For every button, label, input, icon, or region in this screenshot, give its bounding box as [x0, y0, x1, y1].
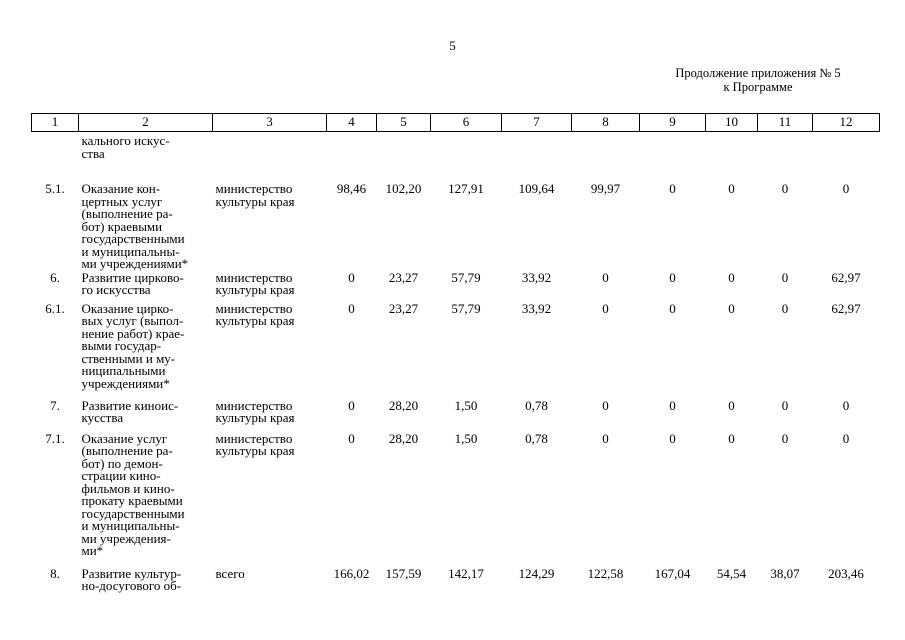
value-cell: 0,78: [525, 430, 548, 446]
value-cell: [572, 132, 640, 182]
executor-line: культуры края: [215, 410, 295, 425]
measure-name: [79, 181, 213, 271]
value-cell: 0: [781, 430, 789, 446]
continuation-note: [640, 66, 876, 94]
program-table: [31, 113, 880, 598]
measure-name-line: Развитие культур-: [81, 565, 182, 581]
value-cell: 23,27: [388, 269, 419, 285]
value-cell: 109,64: [518, 181, 555, 196]
table-row: [32, 132, 880, 182]
measure-name-line: Оказание кон-: [81, 181, 161, 196]
value-cell: 0: [348, 430, 355, 446]
value-cell: 0: [781, 397, 789, 413]
table-header-row: [32, 114, 880, 132]
measure-name: [79, 302, 213, 399]
row-number: 8.: [50, 565, 60, 581]
value-cell: 0: [602, 269, 609, 285]
executor-line: министерство: [215, 397, 293, 413]
measure-name-line: учреждениями*: [81, 375, 170, 391]
measure-name-line: (выполнение ра-: [81, 206, 173, 221]
value-cell: 54,54: [716, 565, 747, 581]
table-row: [32, 302, 880, 399]
column-header: 9: [640, 114, 706, 132]
value-cell: 28,20: [388, 397, 419, 413]
value-cell: 0: [602, 397, 609, 413]
measure-name-line: вых услуг (выпол-: [81, 313, 184, 328]
row-number: [32, 132, 79, 182]
executor-line: культуры края: [215, 443, 295, 458]
column-header: 5: [377, 114, 431, 132]
value-cell: 142,17: [448, 565, 484, 581]
value-cell: 122,58: [587, 565, 624, 581]
continuation-line-2: к Программе: [723, 80, 793, 94]
value-cell: 0: [669, 397, 676, 413]
measure-name: [79, 399, 213, 432]
measure-name: [79, 132, 213, 182]
measure-name-line: го искусства: [81, 282, 151, 297]
column-header: 3: [213, 114, 327, 132]
measure-name-line: ства: [81, 145, 105, 161]
value-cell: 0: [348, 397, 355, 413]
executor: [213, 271, 327, 302]
value-cell: 203,46: [828, 565, 864, 581]
value-cell: 167,04: [654, 565, 691, 581]
measure-name-line: цертных услуг: [81, 193, 163, 209]
row-number: 7.1.: [45, 430, 65, 446]
column-header: 8: [572, 114, 640, 132]
table-row: [32, 399, 880, 432]
value-cell: 0,78: [525, 397, 548, 413]
value-cell: [327, 132, 377, 182]
column-header: 2: [79, 114, 213, 132]
measure-name-line: Оказание услуг: [81, 430, 168, 446]
value-cell: 57,79: [451, 300, 481, 316]
value-cell: 33,92: [521, 269, 552, 285]
value-cell: [706, 132, 758, 182]
value-cell: 0: [728, 397, 735, 413]
measure-name-line: но-досугового об-: [81, 578, 182, 593]
column-header: 12: [813, 114, 880, 132]
measure-name-line: (выполнение ра-: [81, 443, 173, 458]
measure-name-line: ственными и му-: [81, 350, 176, 366]
value-cell: 166,02: [333, 565, 370, 581]
column-header: 6: [431, 114, 502, 132]
executor-line: всего: [215, 565, 245, 581]
measure-name-line: бот) по демон-: [81, 455, 163, 471]
value-cell: 157,59: [385, 565, 422, 581]
measure-name-line: ми*: [81, 543, 104, 558]
value-cell: 38,07: [770, 565, 800, 581]
page-number: 5: [449, 38, 456, 53]
measure-name-line: государственными: [81, 505, 185, 521]
value-cell: 0: [781, 269, 789, 285]
value-cell: 98,46: [336, 181, 367, 196]
measure-name-line: Развитие цирково-: [81, 269, 184, 285]
value-cell: [431, 132, 502, 182]
executor: [213, 432, 327, 567]
measure-name-line: выми государ-: [81, 338, 162, 353]
column-header: 7: [502, 114, 572, 132]
value-cell: 1,50: [454, 397, 478, 413]
value-cell: 0: [842, 397, 850, 413]
value-cell: 0: [669, 430, 676, 446]
continuation-line-1: Продолжение приложения № 5: [675, 66, 841, 80]
table-row: [32, 567, 880, 598]
value-cell: 0: [728, 269, 735, 285]
value-cell: [640, 132, 706, 182]
column-header: 10: [706, 114, 758, 132]
measure-name-line: прокату краевыми: [81, 493, 183, 508]
value-cell: 0: [348, 269, 355, 285]
value-cell: 57,79: [451, 269, 481, 285]
value-cell: 0: [669, 181, 676, 196]
value-cell: 124,29: [518, 565, 555, 581]
value-cell: 0: [728, 300, 735, 316]
value-cell: 0: [602, 430, 609, 446]
executor-line: министерство: [215, 300, 293, 316]
executor: [213, 132, 327, 182]
row-number: 5.1.: [45, 181, 65, 196]
value-cell: 0: [602, 300, 609, 316]
measure-name: [79, 271, 213, 302]
executor-line: министерство: [215, 269, 293, 285]
column-header: 1: [32, 114, 79, 132]
executor: [213, 399, 327, 432]
value-cell: 127,91: [448, 181, 484, 196]
executor-line: министерство: [215, 181, 293, 196]
value-cell: 99,97: [590, 181, 621, 196]
executor: [213, 302, 327, 399]
value-cell: 0: [728, 430, 735, 446]
value-cell: 0: [348, 300, 355, 316]
value-cell: 62,97: [831, 269, 861, 285]
value-cell: 23,27: [388, 300, 419, 316]
measure-name-line: кусства: [81, 410, 124, 425]
value-cell: 0: [728, 181, 735, 196]
measure-name-line: ниципальными: [81, 363, 166, 378]
value-cell: [502, 132, 572, 182]
measure-name-line: Оказание цирко-: [81, 300, 174, 316]
value-cell: [813, 132, 880, 182]
measure-name-line: и муниципальны-: [81, 518, 180, 533]
value-cell: 33,92: [521, 300, 552, 316]
value-cell: 1,50: [454, 430, 478, 446]
executor: [213, 567, 327, 598]
value-cell: [377, 132, 431, 182]
measure-name-line: ми учреждения-: [81, 530, 171, 546]
value-cell: 28,20: [388, 430, 419, 446]
value-cell: 0: [669, 269, 676, 285]
column-header: 11: [758, 114, 813, 132]
value-cell: 0: [781, 181, 789, 196]
measure-name-line: фильмов и кино-: [81, 480, 175, 496]
column-header: 4: [327, 114, 377, 132]
value-cell: 0: [781, 300, 789, 316]
measure-name: [79, 567, 213, 598]
row-number: 6.1.: [45, 300, 65, 316]
measure-name-line: бот) краевыми: [81, 218, 163, 234]
executor-line: культуры края: [215, 193, 295, 209]
value-cell: 62,97: [831, 300, 861, 316]
measure-name-line: государственными: [81, 231, 185, 246]
table-row: [32, 181, 880, 271]
measure-name: [79, 432, 213, 567]
row-number: 7.: [50, 397, 60, 413]
measure-name-line: кального искус-: [81, 133, 170, 148]
executor-line: культуры края: [215, 282, 295, 297]
value-cell: 0: [842, 181, 850, 196]
row-number: 6.: [50, 269, 60, 285]
measure-name-line: страции кино-: [81, 468, 161, 483]
value-cell: [758, 132, 813, 182]
table-row: [32, 432, 880, 567]
measure-name-line: нение работ) крае-: [81, 325, 185, 341]
value-cell: 102,20: [385, 181, 422, 196]
value-cell: 0: [842, 430, 850, 446]
measure-name-line: ми учреждениями*: [81, 256, 189, 271]
executor-line: министерство: [215, 430, 293, 446]
measure-name-line: Развитие киноис-: [81, 397, 179, 413]
value-cell: 0: [669, 300, 676, 316]
executor: [213, 181, 327, 271]
table-row: [32, 271, 880, 302]
measure-name-line: и муниципальны-: [81, 243, 180, 259]
executor-line: культуры края: [215, 313, 295, 328]
